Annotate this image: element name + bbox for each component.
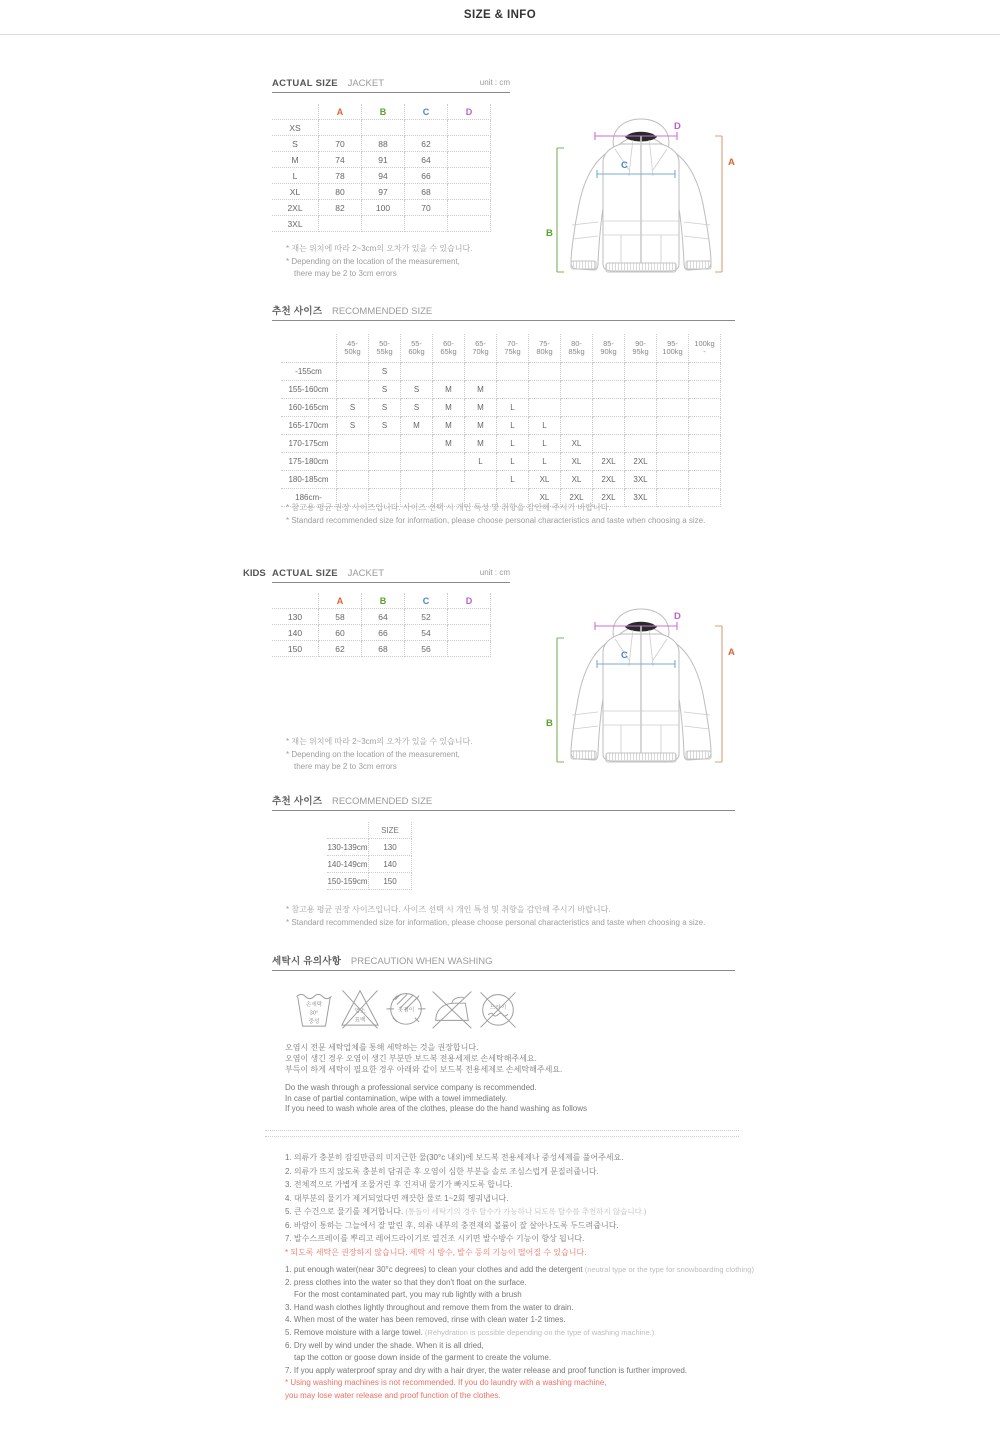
- measure-value: 80: [319, 184, 362, 200]
- wash-step-text: 2. press clothes into the water so that they don't float on the surface.: [285, 1277, 527, 1287]
- measure-label-d: D: [674, 611, 681, 622]
- recommended-size-cell: M: [465, 435, 497, 453]
- recommended-size-cell: M: [433, 381, 465, 399]
- measure-value: 74: [319, 152, 362, 168]
- wash-step-text: 6. 바람이 통하는 그늘에서 잘 말린 후, 의류 내부의 충전재의 볼륨이 잘 살아나도록 두드려줍니다.: [285, 1220, 619, 1230]
- washing-steps-kr: [285, 1151, 646, 1259]
- recommended-size-cell: L: [529, 453, 561, 471]
- corner-cell: [281, 334, 337, 363]
- svg-text:표백: 표백: [354, 1017, 366, 1024]
- measure-value: 100: [362, 200, 405, 216]
- recommended-size-cell: M: [433, 417, 465, 435]
- height-range-label: 150-159cm: [327, 873, 369, 890]
- recommended-size-cell: L: [529, 417, 561, 435]
- wash-step: [285, 1165, 646, 1179]
- measure-value: 70: [319, 136, 362, 152]
- column-header-55-60kg: 55- 60kg: [401, 334, 433, 363]
- kids-recommended-size-table: [327, 822, 412, 890]
- column-header-d: D: [448, 104, 491, 120]
- measure-label-d: D: [674, 121, 681, 132]
- measure-value: 97: [362, 184, 405, 200]
- measure-value: [362, 216, 405, 232]
- height-range-label: 140-149cm: [327, 856, 369, 873]
- recommended-size-cell: [689, 381, 721, 399]
- measure-value: [448, 184, 491, 200]
- recommended-size-cell: 2XL: [593, 471, 625, 489]
- kids-label: KIDS: [243, 568, 266, 579]
- recommended-size-cell: L: [497, 471, 529, 489]
- no-iron-icon: [431, 984, 473, 1030]
- recommended-size-cell: XL: [561, 453, 593, 471]
- wash-step-continuation: For the most contaminated part, you may rub lightly with a brush: [294, 1290, 522, 1300]
- section-title: ACTUAL SIZE: [272, 568, 338, 579]
- recommended-size-cell: XL: [529, 471, 561, 489]
- washing-paragraph-en: [285, 1083, 587, 1115]
- unit-label: unit : cm: [479, 78, 510, 87]
- column-header-a: A: [319, 104, 362, 120]
- height-range-label: 160-165cm: [281, 399, 337, 417]
- dotted-divider: [265, 1130, 739, 1137]
- recommended-size-cell: S: [337, 417, 369, 435]
- wash-step: [285, 1151, 646, 1165]
- measure-value: 64: [405, 152, 448, 168]
- measure-value: [362, 120, 405, 136]
- recommended-size-cell: [689, 489, 721, 507]
- adult-recommended-size-table: [281, 334, 721, 507]
- recommended-size-cell: [561, 417, 593, 435]
- wash-step-text: 4. 대부분의 물기가 제거되었다면 깨끗한 물로 1~2회 헹궈냅니다.: [285, 1193, 509, 1203]
- wash-warning: you may lose water release and proof function of the clothes.: [285, 1390, 501, 1400]
- recommended-size-cell: L: [497, 435, 529, 453]
- recommended-size-cell: [465, 363, 497, 381]
- measure-value: 62: [319, 641, 362, 657]
- hang-dry-shade-icon: [385, 984, 427, 1030]
- recommended-size-cell: M: [465, 417, 497, 435]
- recommended-size-cell: [625, 435, 657, 453]
- recommended-size-cell: [625, 399, 657, 417]
- jacket-diagram-adult: [545, 112, 750, 292]
- recommended-size-cell: S: [369, 381, 401, 399]
- reco-note-kr: * 참고용 평균 권장 사이즈입니다. 사이즈 선택 시 개인 특성 및 취향을 감안해 주시기 바랍니다.: [286, 503, 611, 512]
- measure-value: [448, 625, 491, 641]
- measure-label-c: C: [621, 160, 628, 171]
- washing-paragraph-kr: [285, 1042, 562, 1075]
- size-row-label: M: [272, 152, 319, 168]
- column-header-b: B: [362, 104, 405, 120]
- size-row-label: 3XL: [272, 216, 319, 232]
- measure-value: 52: [405, 609, 448, 625]
- recommended-size-cell: [689, 417, 721, 435]
- recommended-size-cell: M: [401, 417, 433, 435]
- text-line: Do the wash through a professional service company is recommended.: [285, 1083, 537, 1092]
- recommended-size-cell: S: [369, 417, 401, 435]
- wash-step-text: 2. 의류가 뜨지 않도록 충분히 담궈준 후 오염이 심한 부분을 솔로 조심스럽게 문질러줍니다.: [285, 1166, 599, 1176]
- laundry-care-icons: [293, 984, 519, 1030]
- svg-text:옷걸이: 옷걸이: [397, 1007, 415, 1014]
- wash-step-text: 6. Dry well by wind under the shade. When it is all dried,: [285, 1340, 484, 1350]
- recommended-size-cell: 130: [369, 839, 412, 856]
- height-range-label: 130-139cm: [327, 839, 369, 856]
- size-row-label: S: [272, 136, 319, 152]
- recommended-size-cell: XL: [561, 471, 593, 489]
- column-header-95-100kg: 95- 100kg: [657, 334, 689, 363]
- measure-value: 82: [319, 200, 362, 216]
- column-header-90-95kg: 90- 95kg: [625, 334, 657, 363]
- column-header-c: C: [405, 593, 448, 609]
- kids-size-note-en-cont: there may be 2 to 3cm errors: [294, 762, 397, 771]
- measure-value: [448, 216, 491, 232]
- wash-step: [285, 1219, 646, 1233]
- column-header-75-80kg: 75- 80kg: [529, 334, 561, 363]
- recommended-size-cell: [401, 471, 433, 489]
- recommended-size-cell: [657, 471, 689, 489]
- recommended-size-cell: XL: [529, 489, 561, 507]
- section-subtitle: PRECAUTION WHEN WASHING: [350, 956, 493, 967]
- measure-value: 58: [319, 609, 362, 625]
- measure-value: 66: [405, 168, 448, 184]
- column-header-c: C: [405, 104, 448, 120]
- recommended-size-cell: M: [465, 399, 497, 417]
- measure-value: [448, 152, 491, 168]
- column-header-b: B: [362, 593, 405, 609]
- recommended-size-cell: [657, 489, 689, 507]
- measure-value: 60: [319, 625, 362, 641]
- recommended-size-cell: [337, 471, 369, 489]
- wash-step-text: 1. 의류가 충분히 잠길만큼의 미지근한 물(30°c 내외)에 보드복 전용세제나 중성세제를 풀어주세요.: [285, 1153, 624, 1162]
- recommended-size-cell: S: [401, 399, 433, 417]
- wash-warning: * Using washing machines is not recommended. If you do laundry with a washing machine,: [285, 1378, 607, 1388]
- kids-reco-note-kr: * 참고용 평균 권장 사이즈입니다. 사이즈 선택 시 개인 특성 및 취향을 감안해 주시기 바랍니다.: [286, 905, 611, 914]
- kids-size-note-en: * Depending on the location of the measurement,: [286, 750, 460, 759]
- section-subtitle: RECOMMENDED SIZE: [331, 796, 433, 807]
- recommended-size-cell: XL: [561, 435, 593, 453]
- no-dry-clean-icon: [477, 984, 519, 1030]
- wash-step-note: (통돌이 세탁기의 경우 탈수가 가능하나 되도록 탈수를 추천하지 않습니다.): [403, 1207, 647, 1216]
- column-header-80-85kg: 80- 85kg: [561, 334, 593, 363]
- wash-step: [285, 1340, 754, 1353]
- svg-text:중성: 중성: [308, 1019, 320, 1026]
- recommended-size-cell: [401, 435, 433, 453]
- height-range-label: -155cm: [281, 363, 337, 381]
- measure-value: 70: [405, 200, 448, 216]
- wash-step-text: 5. Remove moisture with a large towel.: [285, 1327, 423, 1337]
- column-header-50-55kg: 50- 55kg: [369, 334, 401, 363]
- recommended-size-cell: S: [369, 399, 401, 417]
- wash-step: [285, 1365, 754, 1378]
- height-range-label: 186cm-: [281, 489, 337, 507]
- recommended-size-cell: M: [433, 435, 465, 453]
- recommended-size-cell: [657, 453, 689, 471]
- title-divider: [0, 34, 1000, 35]
- recommended-size-cell: M: [465, 381, 497, 399]
- unit-label: unit : cm: [479, 568, 510, 577]
- section-header-washing: [272, 953, 735, 971]
- measure-value: [448, 200, 491, 216]
- wash-step: [285, 1264, 754, 1277]
- recommended-size-cell: [369, 435, 401, 453]
- recommended-size-cell: L: [497, 417, 529, 435]
- svg-text:손세탁: 손세탁: [305, 1002, 323, 1009]
- recommended-size-cell: 3XL: [625, 489, 657, 507]
- recommended-size-cell: 2XL: [561, 489, 593, 507]
- recommended-size-cell: [497, 381, 529, 399]
- measure-value: 66: [362, 625, 405, 641]
- wash-step-note: (Rehydration is possible depending on the type of washing machine.): [422, 1327, 655, 1337]
- no-bleach-icon: [339, 984, 381, 1030]
- size-note-en: * Depending on the location of the measurement,: [286, 257, 460, 266]
- size-row-label: 2XL: [272, 200, 319, 216]
- recommended-size-cell: [657, 363, 689, 381]
- text-line: 오염시 전문 세탁업체를 통해 세탁하는 것을 권장합니다.: [285, 1043, 479, 1052]
- hand-wash-icon: [293, 984, 335, 1030]
- jacket-illustration: [545, 602, 750, 782]
- measure-value: [319, 120, 362, 136]
- height-range-label: 170-175cm: [281, 435, 337, 453]
- adult-size-table: [272, 104, 491, 232]
- section-header-adult-recommended: [272, 303, 735, 321]
- recommended-size-cell: [401, 363, 433, 381]
- wash-step-text: 3. Hand wash clothes lightly throughout and remove them from the water to drain.: [285, 1302, 574, 1312]
- size-row-label: 150: [272, 641, 319, 657]
- column-header-85-90kg: 85- 90kg: [593, 334, 625, 363]
- wash-warning: * 되도록 세탁은 권장하지 않습니다. 세탁 시 방수, 발수 등의 기능이 떨어질 수 있습니다.: [285, 1247, 587, 1257]
- size-note-kr: * 재는 위치에 따라 2~3cm의 오차가 있을 수 있습니다.: [286, 244, 473, 253]
- column-header-60-65kg: 60- 65kg: [433, 334, 465, 363]
- recommended-size-cell: S: [369, 363, 401, 381]
- kids-size-table: [272, 593, 491, 657]
- section-title: 추천 사이즈: [272, 306, 323, 317]
- wash-step: [285, 1327, 754, 1340]
- measure-value: 88: [362, 136, 405, 152]
- measure-value: [448, 641, 491, 657]
- recommended-size-cell: [401, 453, 433, 471]
- measure-label-b: B: [546, 228, 553, 239]
- measure-label-a: A: [728, 647, 735, 658]
- wash-step: [285, 1192, 646, 1206]
- measure-value: [448, 609, 491, 625]
- section-subtitle: JACKET: [347, 568, 385, 579]
- recommended-size-cell: [529, 399, 561, 417]
- section-header-adult-actual-size: [272, 78, 510, 93]
- text-line: 부득이 하게 세탁이 필요한 경우 아래와 같이 보드복 전용세제로 손세탁해주세요.: [285, 1065, 563, 1074]
- recommended-size-cell: [593, 381, 625, 399]
- text-line: 오염이 생긴 경우 오염이 생긴 부분만 보드복 전용세제로 손세탁해주세요.: [285, 1054, 537, 1063]
- recommended-size-cell: [593, 435, 625, 453]
- recommended-size-cell: [689, 471, 721, 489]
- recommended-size-cell: [561, 399, 593, 417]
- recommended-size-cell: [497, 363, 529, 381]
- text-line: If you need to wash whole area of the clothes, please do the hand washing as follows: [285, 1104, 587, 1114]
- recommended-size-cell: [369, 453, 401, 471]
- section-title: 추천 사이즈: [272, 796, 323, 807]
- measure-value: [448, 136, 491, 152]
- height-range-label: 175-180cm: [281, 453, 337, 471]
- recommended-size-cell: [625, 417, 657, 435]
- column-header-size: SIZE: [369, 822, 412, 839]
- column-header-d: D: [448, 593, 491, 609]
- recommended-size-cell: [689, 399, 721, 417]
- section-title: ACTUAL SIZE: [272, 78, 338, 89]
- measure-value: 91: [362, 152, 405, 168]
- size-note-en-cont: there may be 2 to 3cm errors: [294, 269, 397, 278]
- recommended-size-cell: [689, 363, 721, 381]
- recommended-size-cell: [529, 363, 561, 381]
- recommended-size-cell: [657, 435, 689, 453]
- section-subtitle: RECOMMENDED SIZE: [331, 306, 433, 317]
- recommended-size-cell: [689, 453, 721, 471]
- recommended-size-cell: [369, 471, 401, 489]
- measure-value: 68: [362, 641, 405, 657]
- recommended-size-cell: 150: [369, 873, 412, 890]
- corner-cell: [272, 104, 319, 120]
- recommended-size-cell: 2XL: [625, 453, 657, 471]
- kids-size-note-kr: * 재는 위치에 따라 2~3cm의 오차가 있을 수 있습니다.: [286, 737, 473, 746]
- recommended-size-cell: [593, 417, 625, 435]
- recommended-size-cell: [433, 453, 465, 471]
- recommended-size-cell: [593, 399, 625, 417]
- wash-step-text: 5. 큰 수건으로 물기를 제거합니다.: [285, 1207, 404, 1216]
- wash-step-text: 4. When most of the water has been removed, rinse with clean water 1-2 times.: [285, 1315, 566, 1325]
- recommended-size-cell: 3XL: [625, 471, 657, 489]
- column-header-45-50kg: 45- 50kg: [337, 334, 369, 363]
- measure-value: 94: [362, 168, 405, 184]
- recommended-size-cell: [561, 363, 593, 381]
- section-header-kids-actual-size: [272, 568, 510, 583]
- size-row-label: XS: [272, 120, 319, 136]
- section-subtitle: JACKET: [347, 78, 385, 89]
- wash-step: [285, 1314, 754, 1327]
- kids-reco-note-en: * Standard recommended size for information, please choose personal characteristics and taste when choosing a size.: [286, 918, 706, 927]
- column-header-a: A: [319, 593, 362, 609]
- recommended-size-cell: [657, 399, 689, 417]
- wash-step-note: (neutral type or the type for snowboarding clothing): [582, 1265, 754, 1274]
- wash-step-text: 3. 전체적으로 가볍게 조물거린 후 건져내 물기가 빠지도록 합니다.: [285, 1180, 513, 1189]
- recommended-size-cell: [337, 363, 369, 381]
- jacket-diagram-kids: [545, 602, 750, 782]
- recommended-size-cell: 2XL: [593, 453, 625, 471]
- corner-cell: [327, 822, 369, 839]
- measure-value: [448, 168, 491, 184]
- wash-step: [285, 1277, 754, 1290]
- wash-step: [285, 1302, 754, 1315]
- recommended-size-cell: [465, 471, 497, 489]
- measure-value: 56: [405, 641, 448, 657]
- recommended-size-cell: [337, 381, 369, 399]
- column-header-70-75kg: 70- 75kg: [497, 334, 529, 363]
- wash-step: [285, 1178, 646, 1192]
- recommended-size-cell: [433, 363, 465, 381]
- reco-note-en: * Standard recommended size for information, please choose personal characteristics and taste when choosing a size.: [286, 516, 706, 525]
- section-header-kids-recommended: [272, 793, 735, 811]
- recommended-size-cell: M: [433, 399, 465, 417]
- wash-step: [285, 1232, 646, 1246]
- recommended-size-cell: [689, 435, 721, 453]
- measure-value: 68: [405, 184, 448, 200]
- page-title: SIZE & INFO: [463, 9, 537, 21]
- recommended-size-cell: 2XL: [593, 489, 625, 507]
- recommended-size-cell: L: [497, 399, 529, 417]
- recommended-size-cell: [337, 435, 369, 453]
- wash-step: [285, 1205, 646, 1219]
- svg-text:30°: 30°: [309, 1010, 319, 1017]
- measure-value: 62: [405, 136, 448, 152]
- wash-step-text: 7. 발수스프레이를 뿌리고 레어드라이기로 열건조 시키면 발수방수 기능이 향상 됩니다.: [285, 1234, 585, 1243]
- recommended-size-cell: L: [465, 453, 497, 471]
- recommended-size-cell: S: [401, 381, 433, 399]
- measure-label-b: B: [546, 718, 553, 729]
- measure-label-a: A: [728, 157, 735, 168]
- svg-text:드라이: 드라이: [489, 1004, 507, 1011]
- text-line: In case of partial contamination, wipe with a towel immediately.: [285, 1093, 508, 1103]
- height-range-label: 180-185cm: [281, 471, 337, 489]
- recommended-size-cell: [337, 453, 369, 471]
- jacket-illustration: [545, 112, 750, 292]
- size-row-label: XL: [272, 184, 319, 200]
- wash-step-continuation: tap the cotton or goose down inside of the garment to create the volume.: [294, 1353, 552, 1363]
- recommended-size-cell: 140: [369, 856, 412, 873]
- recommended-size-cell: [657, 417, 689, 435]
- section-title: 세탁시 유의사항: [272, 956, 342, 967]
- washing-steps-en: [285, 1264, 754, 1403]
- recommended-size-cell: [593, 363, 625, 381]
- recommended-size-cell: [657, 381, 689, 399]
- size-row-label: 130: [272, 609, 319, 625]
- size-row-label: L: [272, 168, 319, 184]
- recommended-size-cell: S: [337, 399, 369, 417]
- measure-label-c: C: [621, 650, 628, 661]
- recommended-size-cell: [529, 381, 561, 399]
- height-range-label: 165-170cm: [281, 417, 337, 435]
- measure-value: [405, 216, 448, 232]
- column-header-100kg-: 100kg -: [689, 334, 721, 363]
- recommended-size-cell: [625, 363, 657, 381]
- wash-step-text: 7. If you apply waterproof spray and dry with a hair dryer, the water release and proof function is further improved.: [285, 1365, 687, 1375]
- recommended-size-cell: L: [497, 453, 529, 471]
- measure-value: [405, 120, 448, 136]
- recommended-size-cell: [433, 471, 465, 489]
- height-range-label: 155-160cm: [281, 381, 337, 399]
- recommended-size-cell: L: [529, 435, 561, 453]
- recommended-size-cell: [561, 381, 593, 399]
- measure-value: [319, 216, 362, 232]
- measure-value: 54: [405, 625, 448, 641]
- corner-cell: [272, 593, 319, 609]
- measure-value: [448, 120, 491, 136]
- wash-step-text: 1. put enough water(near 30°c degrees) to clean your clothes and add the detergent: [285, 1265, 583, 1274]
- svg-text:염소: 염소: [354, 1008, 366, 1015]
- measure-value: 64: [362, 609, 405, 625]
- size-row-label: 140: [272, 625, 319, 641]
- recommended-size-cell: [625, 381, 657, 399]
- measure-value: 78: [319, 168, 362, 184]
- column-header-65-70kg: 65- 70kg: [465, 334, 497, 363]
